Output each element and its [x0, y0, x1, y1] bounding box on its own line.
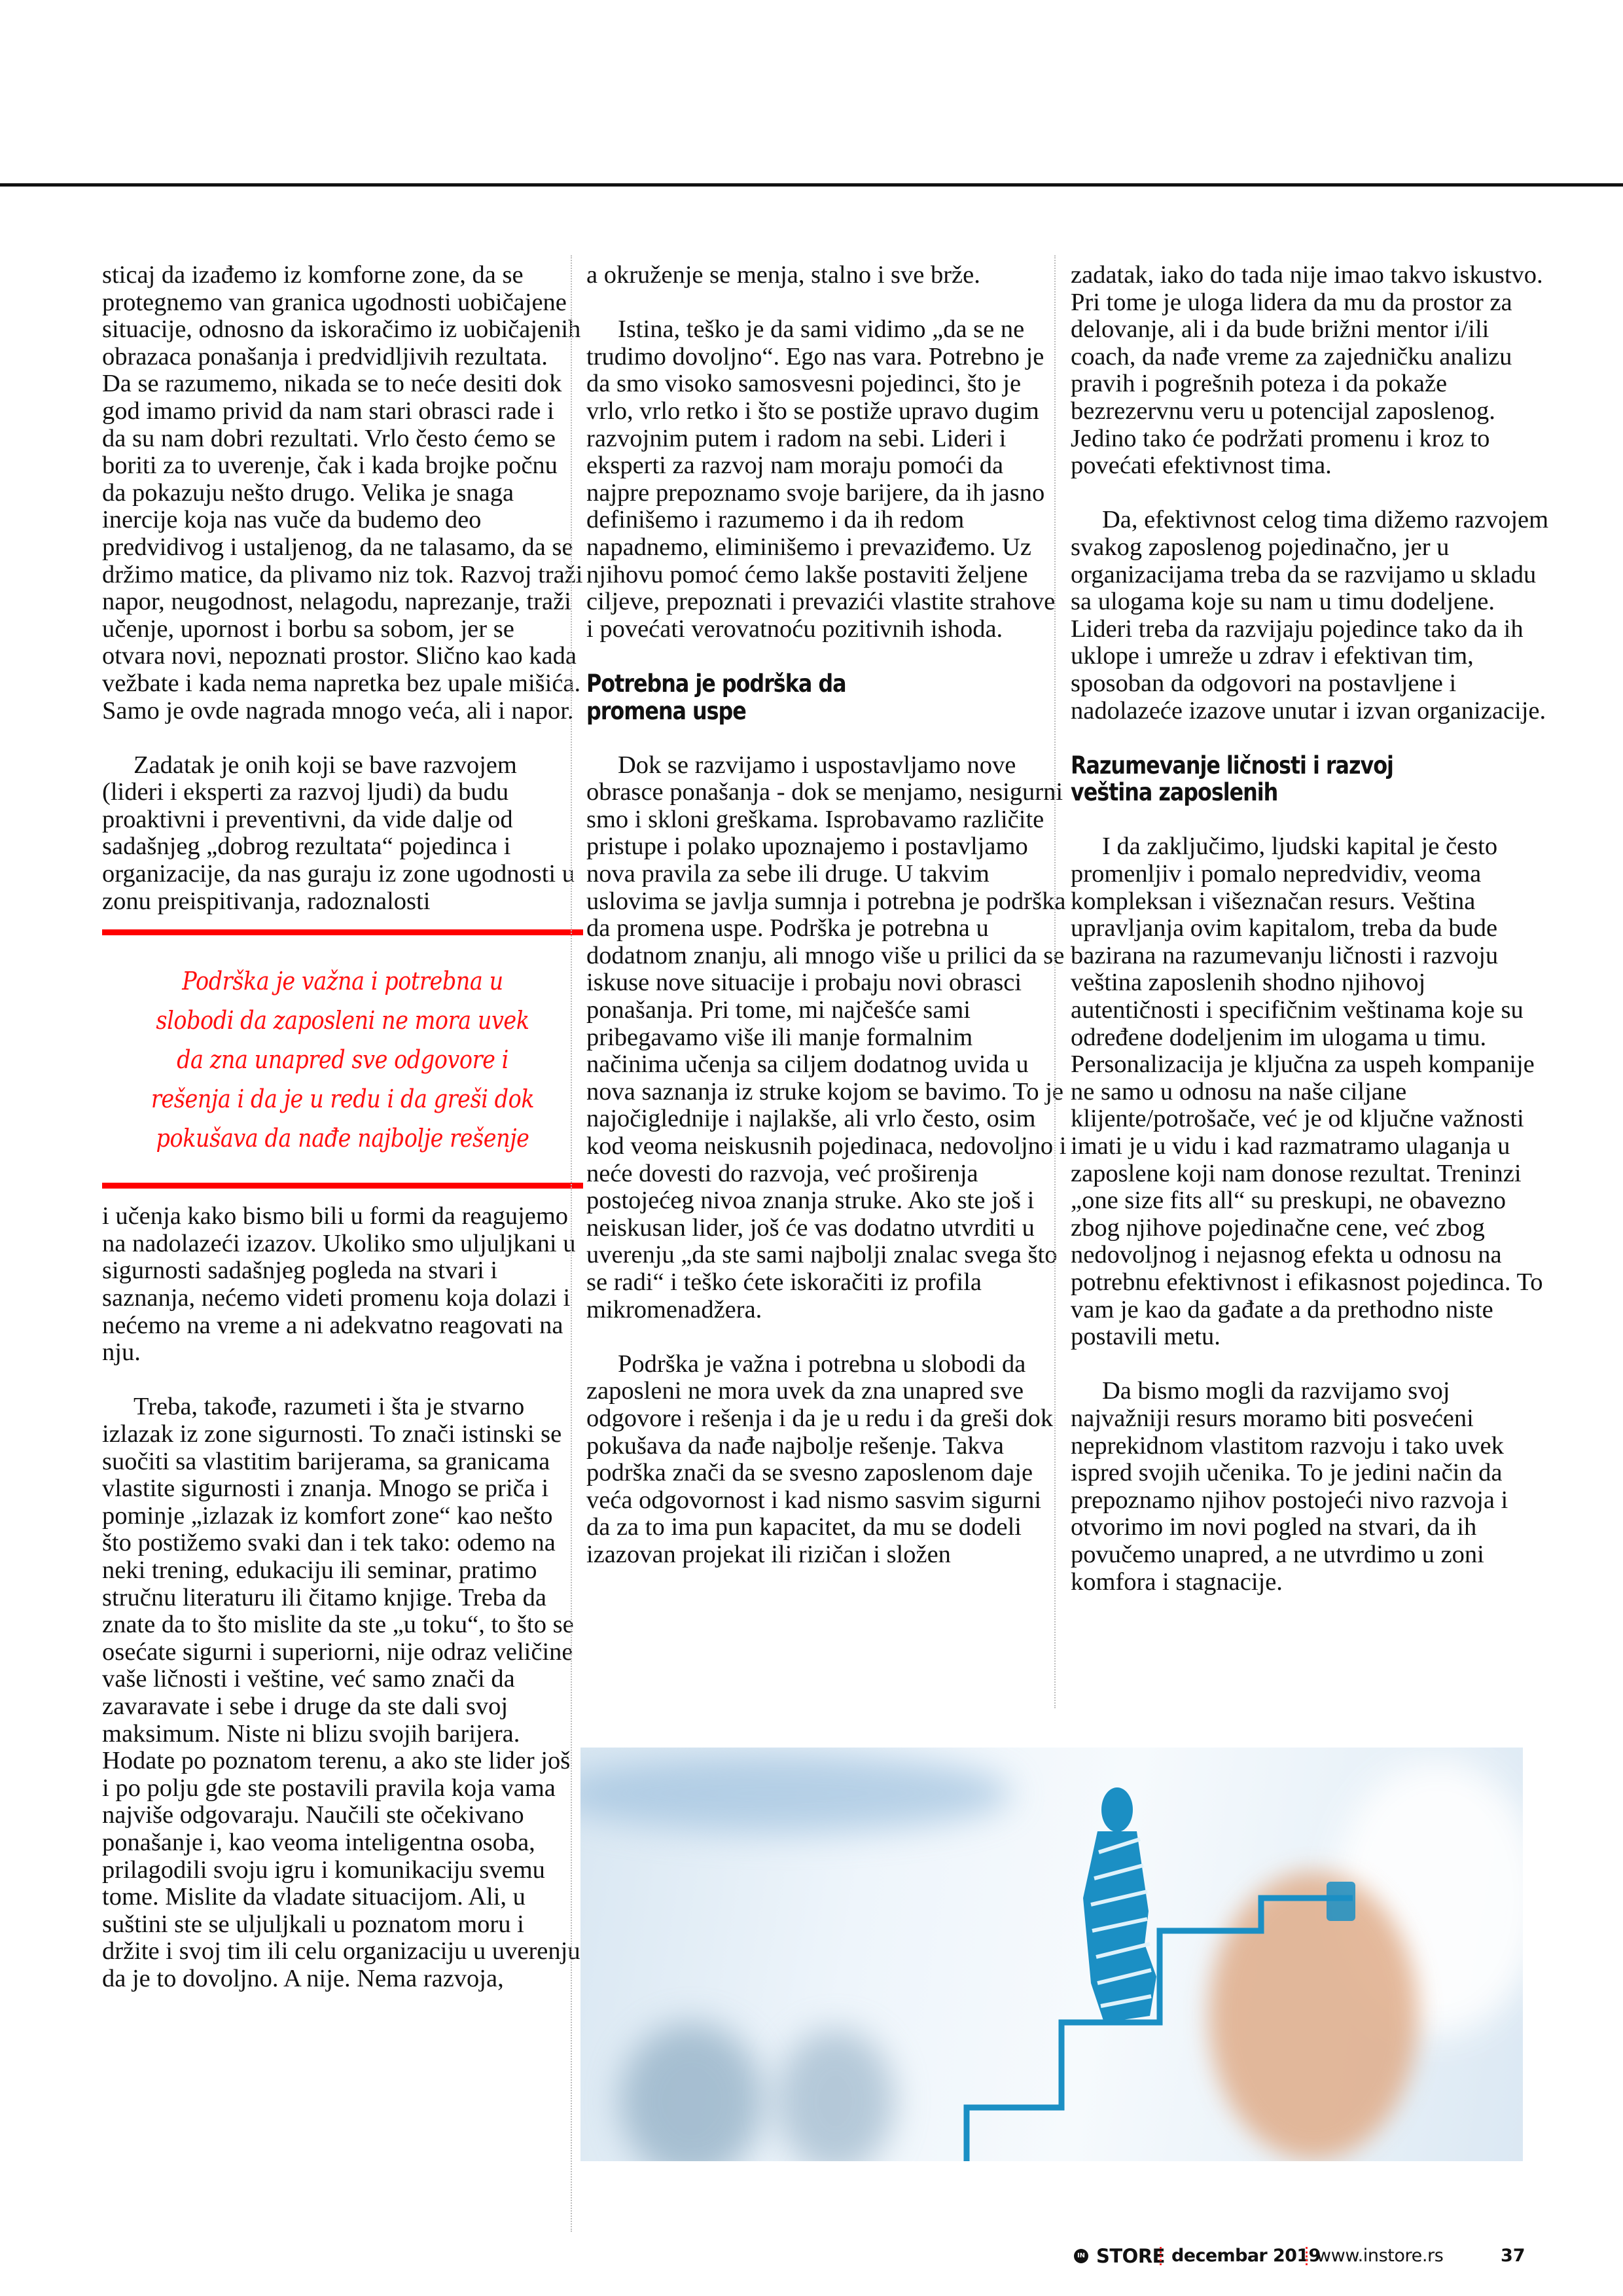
article-column-right: [1071, 262, 1552, 1596]
pull-quote-top-rule: [102, 929, 583, 935]
logo-badge-icon: IN: [1074, 2249, 1088, 2263]
magazine-logo: [1074, 2243, 1165, 2269]
paragraph: I da zaključimo, ljudski kapital je često promenljiv i pomalo nepredvidiv, veoma kompleksan i višeznačan resurs. Veština upravljanja ovim kapitalom, treba da bude bazirana na razumevanju ličnosti i razvoju veština zaposlenih shodno njihovoj autentičnosti i specifičnim veštinama koje su određene dodeljenim im ulogama u timu. Personalizacija je ključna za uspeh kompanije ne samo u odnosu na naše ciljane klijente/potrošače, već je od ključne važnosti imati je u vidu i kad razmatramo ulaganja u zaposlene koji nam donose rezultat. Treninzi „one size fits all“ su preskupi, ne obavezno zbog njihove pojedinačne cene, već zbog nedovoljnog i nejasnog efekta u odnosu na potrebnu efektivnost i efikasnost pojedinca. To vam je kao da gađate a da prethodno niste postavili metu.: [1071, 833, 1543, 1351]
paragraph: zadatak, iako do tada nije imao takvo iskustvo. Pri tome je uloga lidera da mu da prostor za delovanje, ali i da bude brižni mentor i/ili coach, da nađe vreme za zajedničku analizu pravih i pogrešnih poteza i da pokaže bezrezervnu veru u potencijal zaposlenog. Jedino tako će podržati promenu i kroz to povećati efektivnost tima.: [1071, 261, 1543, 480]
paragraph: Zadatak je onih koji se bave razvojem (lideri i eksperti za razvoj ljudi) da budu proaktivni i preventivni, da vide dalje od sadašnjeg „dobrog rezultata“ pojedinca i organizacije, da nas guraju iz zone ugodnosti u zonu preispitivanja, radoznalosti: [102, 751, 575, 915]
page-number: 37: [1501, 2246, 1525, 2266]
column-divider: [571, 255, 572, 2232]
pull-quote-text: Podrška je važna i potrebna u slobodi da zaposleni ne mora uvek da zna unapred sve odgovore i rešenja i da je u redu i da greši dok pokušava da nađe najbolje rešenje: [151, 967, 535, 1153]
pull-quote: [102, 929, 583, 1189]
article-column-middle: [586, 262, 1067, 1569]
logo-text: STORE: [1096, 2245, 1165, 2267]
paragraph: Podrška je važna i potrebna u slobodi da zaposleni ne mora uvek da zna unapred sve odgovore i rešenja i da je u redu i da greši dok pokušava da nađe najbolje rešenje. Takva podrška znači da se svesno zaposlenom daje veća odgovornost i kad nismo sasvim sigurni da za to ima pun kapacitet, da mu se dodeli izazovan projekat ili rizičan i složen: [586, 1350, 1054, 1568]
column-divider: [1054, 255, 1056, 1708]
pull-quote-bottom-rule: [102, 1183, 583, 1189]
issue-date: decembar 2019: [1171, 2246, 1321, 2266]
website-link[interactable]: www.instore.rs: [1317, 2246, 1444, 2266]
footer-divider: [1306, 2247, 1308, 2265]
staircase-illustration: [580, 1748, 1523, 2161]
paragraph: Treba, takođe, razumeti i šta je stvarno izlazak iz zone sigurnosti. To znači istinski se suočiti sa vlastitim barijerama, sa granicama vlastite sigurnosti i znanja. Mnogo se priča i pominje „izlazak iz komfort zone“ kao nešto što postižemo svaki dan i tek tako: odemo na neki trening, edukaciju ili seminar, pratimo stručnu literaturu ili čitamo knjige. Treba da znate da to što mislite da ste „u toku“, to što se osećate sigurni i superiorni, nije odraz veličine vaše ličnosti i veštine, već samo znači da zavaravate i sebe i druge da ste dali svoj maksimum. Niste ni blizu svojih barijera. Hodate po poznatom terenu, a ako ste lider još i po polju gde ste postavili pravila koja vama najviše odgovaraju. Naučili ste očekivano ponašanje i, kao veoma inteligentna osoba, prilagodili svoju igru i komunikaciju svemu tome. Mislite da vladate situacijom. Ali, u suštini ste se uljuljkali u poznatom moru i držite i svoj tim ili celu organizaciju u uverenju da je to dovoljno. A nije. Nema razvoja,: [102, 1393, 580, 1992]
header-rule: [0, 183, 1623, 187]
paragraph: Da bismo mogli da razvijamo svoj najvažniji resurs moramo biti posvećeni neprekidnom vlastitom razvoju i tako uvek ispred svojih učenika. To je jedini način da prepoznamo njihov postojeći nivo razvoja i otvorimo im novi pogled na stvari, da ih povučemo unapred, a ne utvrdimo u zoni komfora i stagnacije.: [1071, 1377, 1508, 1596]
article-photo: [580, 1748, 1523, 2161]
footer-divider: [1160, 2247, 1162, 2265]
paragraph: Istina, teško je da sami vidimo „da se ne trudimo dovoljno“. Ego nas vara. Potrebno je da smo visoko samosvesni pojedinci, što je vrlo, vrlo retko i što se postiže upravo dugim razvojnim putem i radom na sebi. Lideri i eksperti za razvoj nam moraju pomoći da najpre prepoznamo svoje barijere, da ih jasno definišemo i razumemo i da ih redom napadnemo, eliminišemo i prevaziđemo. Uz njihovu pomoć ćemo lakše postaviti željene ciljeve, prepoznati i prevazići vlastite strahove i povećati verovatnoću pozitivnih ishoda.: [586, 315, 1056, 643]
staircase-line: [967, 1898, 1353, 2161]
section-heading: Potrebna je podrška da promena uspe: [586, 669, 846, 725]
article-column-left: [102, 262, 583, 1992]
paragraph: i učenja kako bismo bili u formi da reagujemo na nadolazeći izazov. Ukoliko smo uljuljkani u sigurnosti sadašnjeg pogleda na stvari i saznanja, nećemo videti promenu koja dolazi i nećemo na vreme a ni adekvatno reagovati na nju.: [102, 1202, 576, 1367]
page-footer: [0, 2243, 1623, 2269]
marker-pen-icon: [1327, 1882, 1355, 1921]
climbing-figure-icon: [1083, 1787, 1156, 2022]
paragraph: a okruženje se menja, stalno i sve brže.: [586, 261, 980, 289]
section-heading: Razumevanje ličnosti i razvoj veština zaposlenih: [1071, 751, 1393, 807]
paragraph: sticaj da izađemo iz komforne zone, da se protegnemo van granica ugodnosti uobičajene situacije, odnosno da iskoračimo iz uobičajenih obrazaca ponašanja i predvidljivih rezultata. Da se razumemo, nikada se to neće desiti dok god imamo privid da nam stari obrasci rade i da su nam dobri rezultati. Vrlo često ćemo se boriti za to uverenje, čak i kada brojke počnu da pokazuju nešto drugo. Velika je snaga inercije koja nas vuče da budemo deo predvidivog i ustaljenog, da ne talasamo, da se držimo matice, da plivamo niz tok. Razvoj traži napor, neugodnost, nelagodu, naprezanje, traži učenje, upornost i borbu sa sobom, jer se otvara novi, nepoznati prostor. Slično kao kada vežbate i kada nema napretka bez upale mišića. Samo je ovde nagrada mnogo veća, ali i napor.: [102, 261, 583, 725]
paragraph: Da, efektivnost celog tima dižemo razvojem svakog zaposlenog pojedinačno, jer u organizacijama treba da se razvijamo u skladu sa ulogama koje su nam u timu dodeljene. Lideri treba da razvijaju pojedince tako da ih uklope i umreže u zdrav i efektivan tim, sposoban da odgovori na postavljene i nadolazeće izazove unutar i izvan organizacije.: [1071, 506, 1549, 725]
paragraph: Dok se razvijamo i uspostavljamo nove obrasce ponašanja - dok se menjamo, nesigurni smo i skloni greškama. Isprobavamo različite pristupe i polako upoznajemo i postavljamo nova pravila za sebe ili druge. U takvim uslovima se javlja sumnja i potrebna je podrška da promena uspe. Podrška je potrebna u dodatnom znanju, ali mnogo više u prilici da se iskuse nove situacije i probaju novi obrasci ponašanja. Pri tome, mi najčešće sami pribegavamo više ili manje formalnim načinima učenja sa ciljem dodatnog uvida u nova saznanja iz struke kojom se bavimo. To je najočiglednije i najlakše, ali vrlo često, osim kod veoma neiskusnih pojedinaca, nedovoljno i neće dovesti do razvoja, već proširenja postojećeg nivoa znanja struke. Ako ste još i neiskusan lider, još će vas dodatno utvrditi u uverenju „da ste sami najbolji znalac svega što se radi“ i teško ćete iskoračiti iz profila mikromenadžera.: [586, 751, 1067, 1323]
